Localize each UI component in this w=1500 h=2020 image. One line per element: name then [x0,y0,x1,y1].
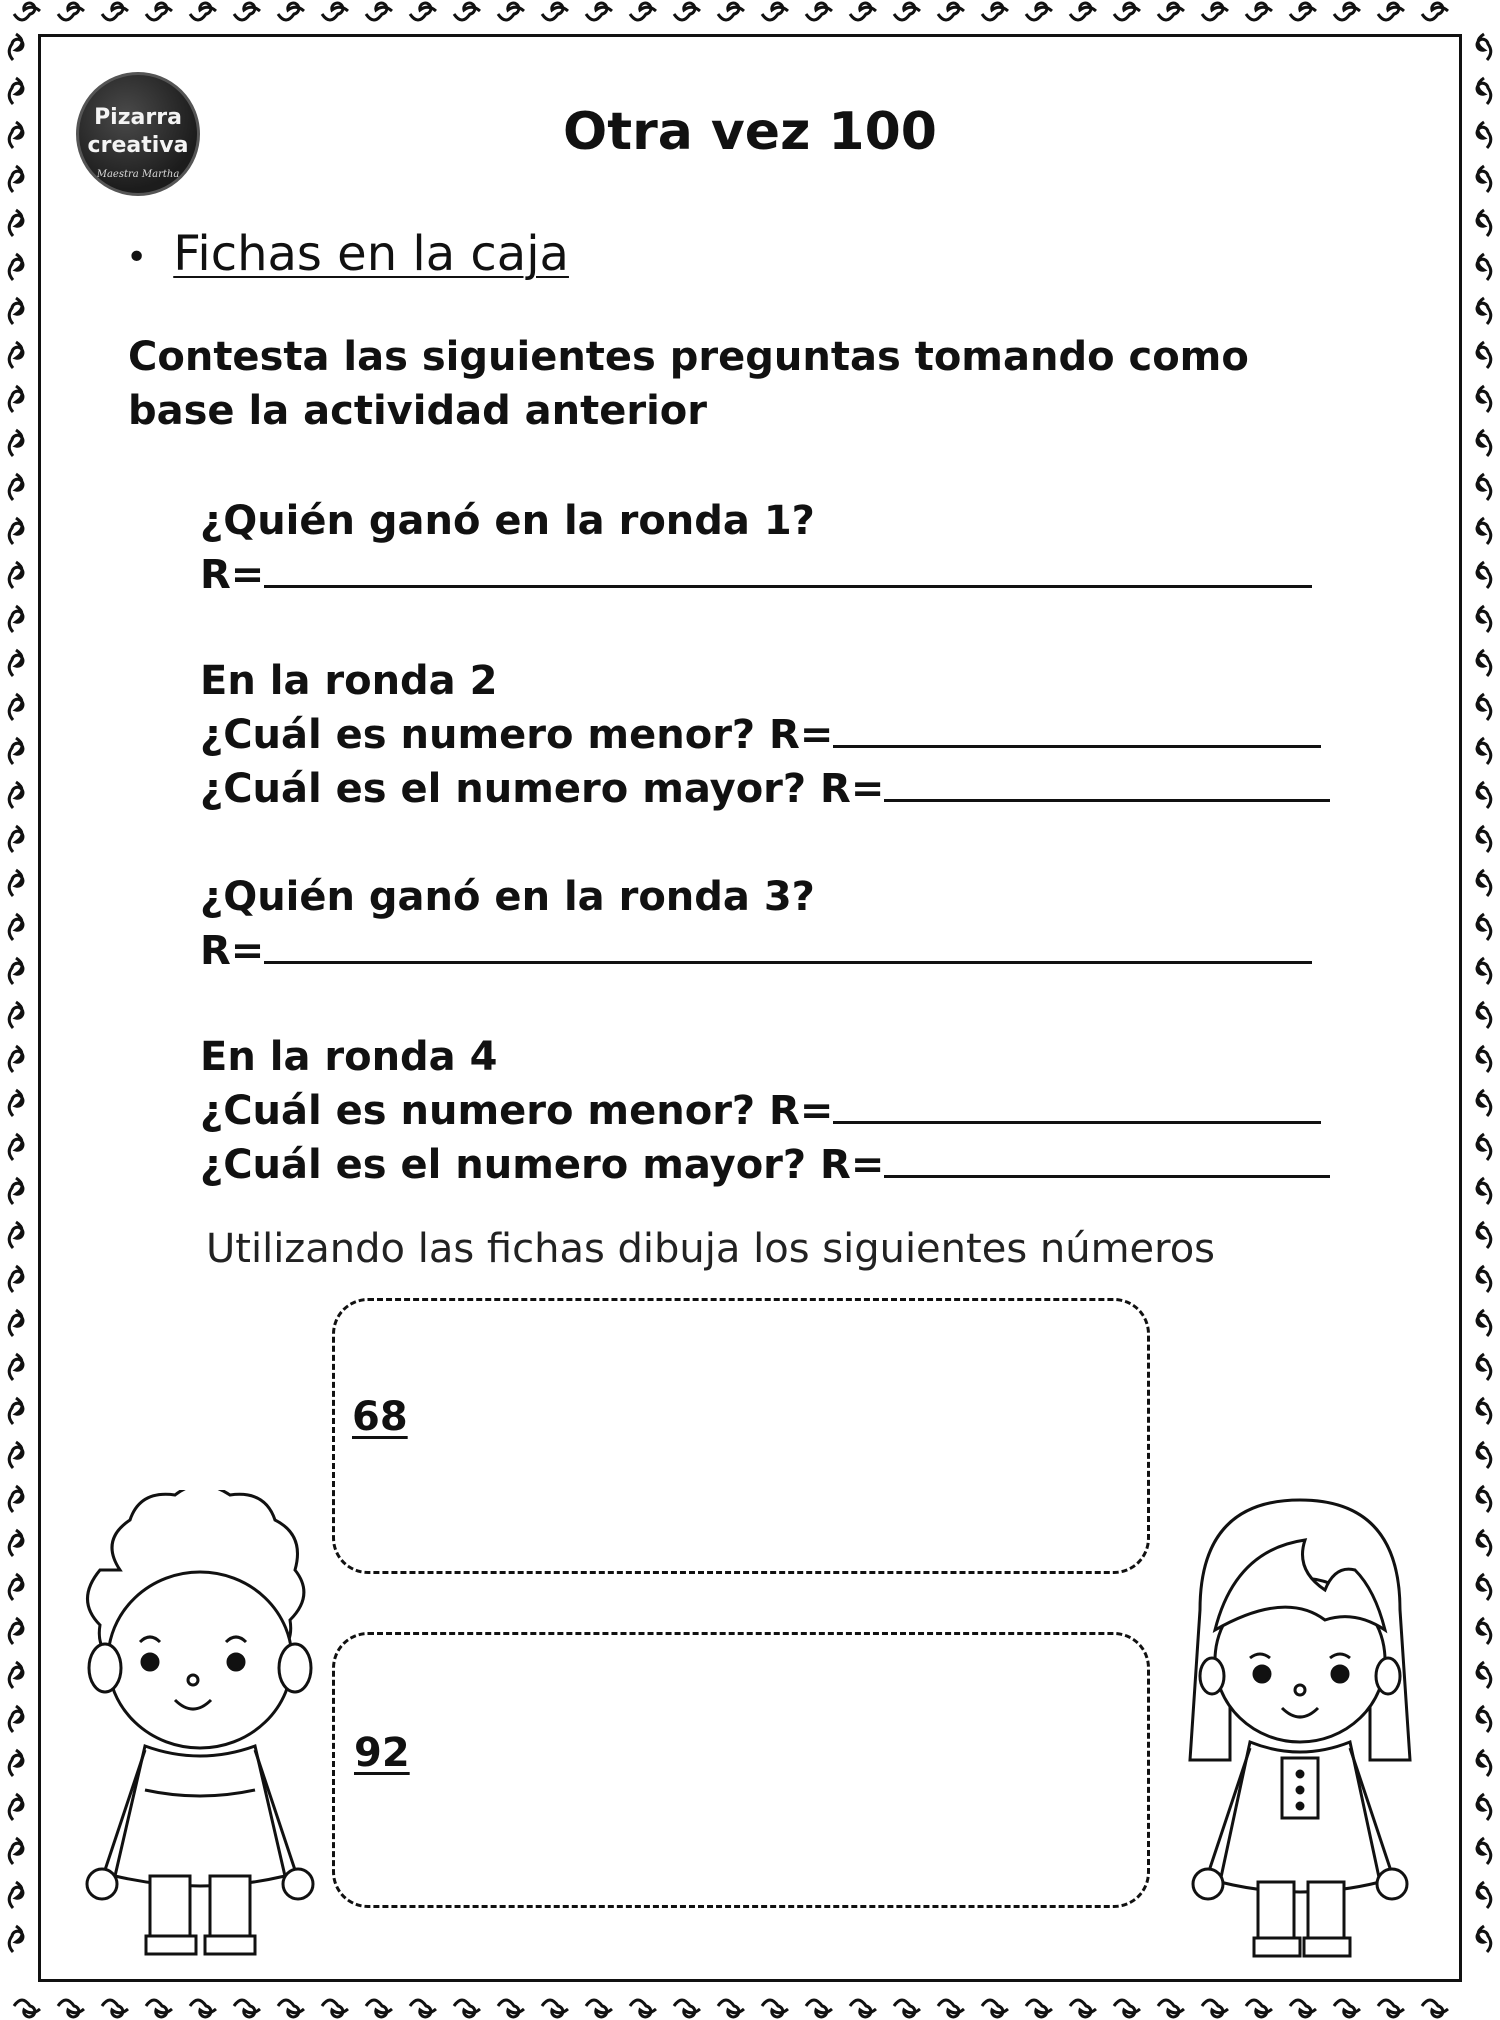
border-swirl [9,254,23,280]
border-swirl [1477,430,1491,456]
border-swirl [9,34,23,60]
border-swirl [1070,2000,1096,2017]
border-swirl [1026,3,1052,20]
border-swirl [1477,914,1491,940]
border-swirl [1026,2000,1052,2017]
border-swirl [1378,3,1404,20]
border-swirl [1246,2000,1272,2017]
border-swirl [146,3,172,20]
border-swirl [1477,1574,1491,1600]
border-swirl [1477,1486,1491,1512]
border-swirl [1477,1266,1491,1292]
border-swirl [1114,2000,1140,2017]
border-swirl [1378,2000,1404,2017]
border-swirl [9,958,23,984]
logo-line-1: Pizarra [94,105,182,130]
drawing-box-1[interactable] [332,1298,1150,1574]
answer-blank[interactable] [884,1141,1330,1178]
border-swirl [234,2000,260,2017]
border-swirl [1246,3,1272,20]
instructions-text: Contesta las siguientes preguntas tomando como base la actividad anterior [128,334,1249,434]
border-swirl [1477,1310,1491,1336]
logo-line-2: creativa [87,133,189,158]
border-swirl [1477,958,1491,984]
border-swirl [1477,342,1491,368]
border-swirl [586,3,612,20]
border-swirl [982,2000,1008,2017]
section-subtitle [126,226,569,282]
border-swirl [1477,166,1491,192]
boy-illustration [50,1490,350,1960]
border-swirl [850,2000,876,2017]
border-swirl [278,3,304,20]
border-swirl [1477,1750,1491,1776]
border-swirl [542,2000,568,2017]
border-swirl [1422,2000,1448,2017]
border-swirl [190,3,216,20]
border-swirl [9,1002,23,1028]
border-swirl [9,1794,23,1820]
border-swirl [938,2000,964,2017]
border-swirl [630,2000,656,2017]
border-swirl [9,1882,23,1908]
border-swirl [1477,826,1491,852]
border-swirl [9,166,23,192]
border-swirl [1202,2000,1228,2017]
border-swirl [1290,3,1316,20]
border-swirl [1477,870,1491,896]
border-swirl [718,2000,744,2017]
border-swirl [190,2000,216,2017]
border-swirl [9,1310,23,1336]
border-swirl [9,826,23,852]
drawing-instruction: Utilizando las fichas dibuja los siguientes números [206,1226,1216,1272]
answer-blank[interactable] [884,765,1330,802]
border-swirl [1477,518,1491,544]
border-swirl [9,1222,23,1248]
border-swirl [14,3,40,20]
border-swirl [1202,3,1228,20]
border-swirl [9,1706,23,1732]
border-swirl [1477,1222,1491,1248]
border-swirl [9,1618,23,1644]
answer-blank[interactable] [833,711,1321,748]
border-swirl [1477,210,1491,236]
border-swirl [102,3,128,20]
border-swirl [9,1442,23,1468]
border-swirl [1477,386,1491,412]
border-swirl [1477,1134,1491,1160]
border-swirl [1477,1090,1491,1116]
border-swirl [982,3,1008,20]
border-swirl [322,2000,348,2017]
border-swirl [366,3,392,20]
border-swirl [1114,3,1140,20]
border-swirl [806,2000,832,2017]
border-swirl [9,1266,23,1292]
round-4-mayor-question [200,1138,1330,1192]
mayor-question-text: ¿Cuál es el numero mayor? R= [200,1142,885,1188]
border-swirl [14,2000,40,2017]
answer-label: R= [200,552,265,598]
border-swirl [498,3,524,20]
box-number-92: 92 [354,1730,410,1776]
border-swirl [1477,1442,1491,1468]
border-swirl [410,2000,436,2017]
border-swirl [102,2000,128,2017]
border-swirl [9,1090,23,1116]
border-swirl [1477,650,1491,676]
border-swirl [9,1574,23,1600]
border-swirl [9,914,23,940]
border-swirl [9,1134,23,1160]
border-swirl [9,1398,23,1424]
border-swirl [9,342,23,368]
border-swirl [9,298,23,324]
page-title: Otra vez 100 [563,102,937,162]
subtitle-text: Fichas en la caja [173,226,569,282]
border-swirl [9,870,23,896]
box-number-68: 68 [352,1394,408,1440]
border-swirl [1477,1002,1491,1028]
border-swirl [1477,1926,1491,1952]
border-swirl [894,2000,920,2017]
border-swirl [410,3,436,20]
border-swirl [278,2000,304,2017]
border-swirl [9,1354,23,1380]
border-swirl [9,650,23,676]
border-swirl [1158,3,1184,20]
question-round-3: ¿Quién ganó en la ronda 3? [200,874,815,920]
border-swirl [1477,738,1491,764]
border-swirl [234,3,260,20]
border-swirl [1477,298,1491,324]
border-swirl [9,562,23,588]
border-swirl [9,1926,23,1952]
border-swirl [1477,1794,1491,1820]
answer-line-round-3 [200,924,1312,978]
border-swirl [938,3,964,20]
girl-illustration [1150,1490,1450,1960]
answer-label: R= [200,928,265,974]
border-swirl [1477,694,1491,720]
border-swirl [498,2000,524,2017]
mayor-question-text: ¿Cuál es el numero mayor? R= [200,766,885,812]
border-swirl [9,738,23,764]
border-swirl [1477,1354,1491,1380]
answer-line-round-1 [200,548,1312,602]
border-swirl [9,430,23,456]
border-swirl [1158,2000,1184,2017]
border-swirl [1477,1838,1491,1864]
border-swirl [9,1178,23,1204]
border-swirl [454,3,480,20]
border-swirl [762,3,788,20]
border-swirl [9,606,23,632]
border-swirl [1070,3,1096,20]
border-swirl [1477,474,1491,500]
round-4-heading: En la ronda 4 [200,1034,498,1080]
border-swirl [1477,1662,1491,1688]
border-swirl [586,2000,612,2017]
border-swirl [58,2000,84,2017]
border-swirl [1477,1530,1491,1556]
border-swirl [1477,1398,1491,1424]
border-swirl [762,2000,788,2017]
border-swirl [9,1838,23,1864]
border-swirl [9,1486,23,1512]
border-swirl [9,1750,23,1776]
border-swirl [1477,254,1491,280]
border-swirl [850,3,876,20]
menor-question-text: ¿Cuál es numero menor? R= [200,1088,834,1134]
border-swirl [894,3,920,20]
round-4-menor-question [200,1084,1321,1138]
border-swirl [9,474,23,500]
border-swirl [1334,2000,1360,2017]
border-swirl [9,78,23,104]
border-swirl [1477,34,1491,60]
border-swirl [1477,606,1491,632]
border-swirl [9,210,23,236]
border-swirl [9,1046,23,1072]
border-swirl [9,1662,23,1688]
answer-blank[interactable] [833,1087,1321,1124]
border-swirl [1477,562,1491,588]
border-swirl [806,3,832,20]
question-round-1: ¿Quién ganó en la ronda 1? [200,498,815,544]
border-swirl [542,3,568,20]
border-swirl [9,782,23,808]
border-swirl [1290,2000,1316,2017]
border-swirl [9,694,23,720]
border-swirl [1477,78,1491,104]
round-2-heading: En la ronda 2 [200,658,498,704]
answer-blank[interactable] [264,551,1312,588]
answer-blank[interactable] [264,927,1312,964]
border-swirl [1477,1882,1491,1908]
border-swirl [146,2000,172,2017]
border-swirl [9,1530,23,1556]
border-swirl [674,2000,700,2017]
round-2-mayor-question [200,762,1330,816]
round-2-menor-question [200,708,1321,762]
border-swirl [1477,782,1491,808]
border-swirl [1477,1178,1491,1204]
border-swirl [718,3,744,20]
border-swirl [58,3,84,20]
border-swirl [1477,1706,1491,1732]
border-swirl [1477,1046,1491,1072]
border-swirl [366,2000,392,2017]
bullet-icon: • [126,236,148,278]
border-swirl [9,386,23,412]
menor-question-text: ¿Cuál es numero menor? R= [200,712,834,758]
border-swirl [1477,1618,1491,1644]
drawing-box-2[interactable] [332,1632,1150,1908]
border-swirl [674,3,700,20]
border-swirl [9,518,23,544]
border-swirl [1334,3,1360,20]
border-swirl [454,2000,480,2017]
border-swirl [630,3,656,20]
logo-line-3: Maestra Martha [96,169,180,180]
border-swirl [1422,3,1448,20]
border-swirl [322,3,348,20]
